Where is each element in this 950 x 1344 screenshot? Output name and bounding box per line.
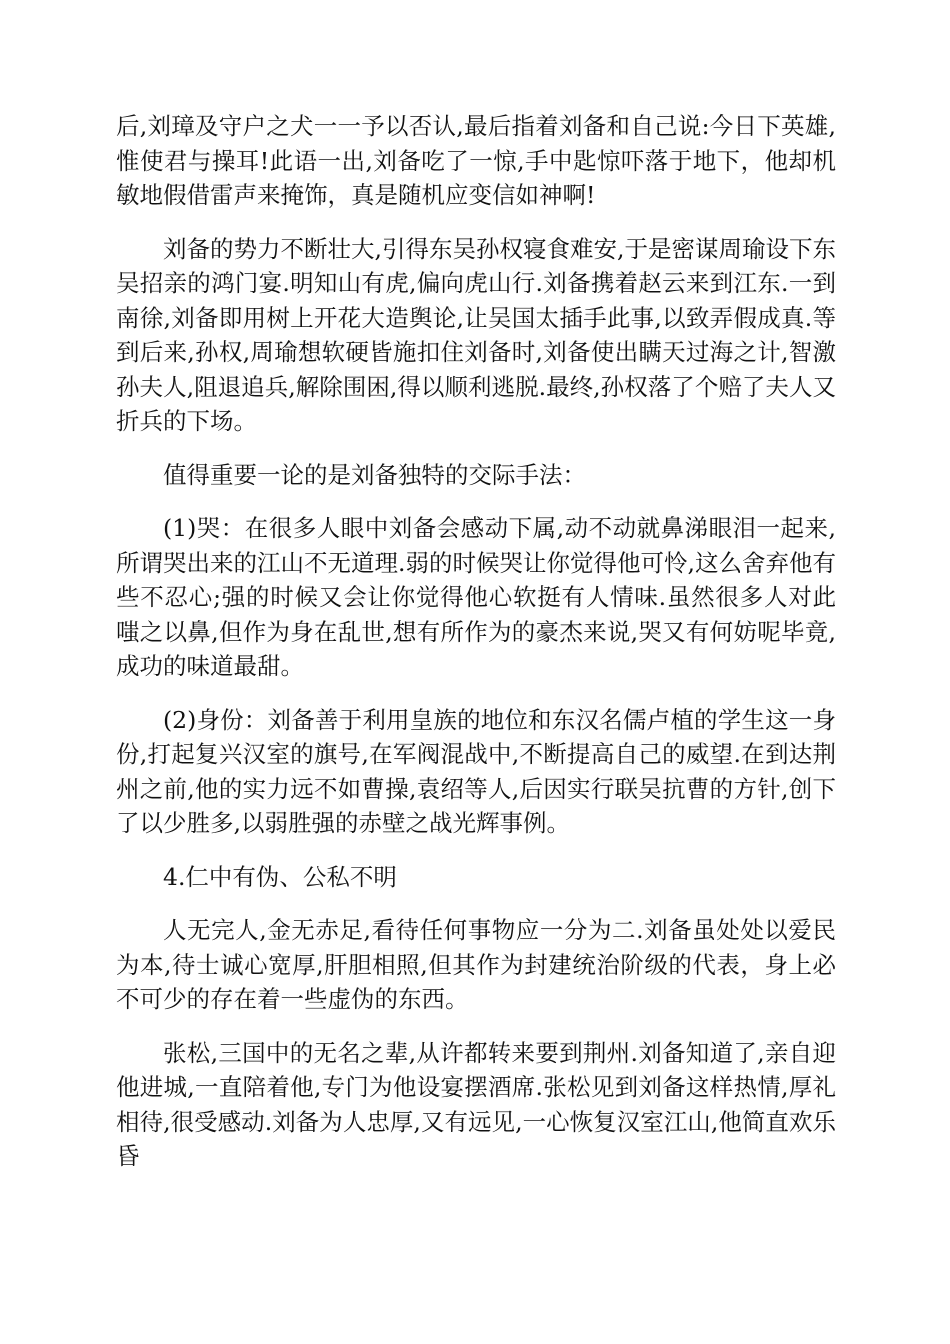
section-heading: 4.仁中有伪、公私不明 <box>163 862 397 891</box>
paragraph-7: 人无完人,金无赤足,看待任何事物应一分为二.刘备虽处处以爱民为本,待士诚心宽厚,肝胆相照,但其作为封建统治阶级的代表，身上必不可少的存在着一些虚伪的东西。 <box>116 916 836 1013</box>
paragraph-1: 后,刘璋及守户之犬一一予以否认,最后指着刘备和自己说:今日下英雄,惟使君与操耳!此语一出,刘备吃了一惊,手中匙惊吓落于地下，他却机敏地假借雷声来掩饰，真是随机应变信如神啊! <box>116 112 836 209</box>
paragraph-2: 刘备的势力不断壮大,引得东吴孙权寝食难安,于是密谋周瑜设下东吴招亲的鸿门宴.明知山有虎,偏向虎山行.刘备携着赵云来到江东.一到南徐,刘备即用树上开花大造舆论,让吴国太插手此事,以致弄假成真.等到后来,孙权,周瑜想软硬皆施扣住刘备时,刘备使出瞒天过海之计,智激孙夫人,阻退追兵,解除围困,得以顺利逃脱.最终,孙权落了个赔了夫人又折兵的下场。 <box>116 234 836 435</box>
paragraph-8: 张松,三国中的无名之辈,从许都转来要到荆州.刘备知道了,亲自迎他进城,一直陪着他,专门为他设宴摆酒席.张松见到刘备这样热情,厚礼相待,很受感动.刘备为人忠厚,又有远见,一心恢复汉室江山,他简直欢乐昏 <box>116 1038 836 1170</box>
paragraph-5: (2)身份：刘备善于利用皇族的地位和东汉名儒卢植的学生这一身份,打起复兴汉室的旗号,在军阀混战中,不断提高自己的威望.在到达荆州之前,他的实力远不如曹操,袁绍等人,后因实行联吴抗曹的方针,创下了以少胜多,以弱胜强的赤壁之战光辉事例。 <box>116 705 836 837</box>
paragraph-4: (1)哭：在很多人眼中刘备会感动下属,动不动就鼻涕眼泪一起来,所谓哭出来的江山不无道理.弱的时候哭让你觉得他可怜,这么舍弃他有些不忍心;强的时候又会让你觉得他心软挺有人情味.虽然很多人对此嗤之以鼻,但作为身在乱世,想有所作为的豪杰来说,哭又有何妨呢毕竟,成功的味道最甜。 <box>116 514 836 680</box>
paragraph-3: 值得重要一论的是刘备独特的交际手法： <box>163 460 586 489</box>
document-body <box>116 109 836 1193</box>
